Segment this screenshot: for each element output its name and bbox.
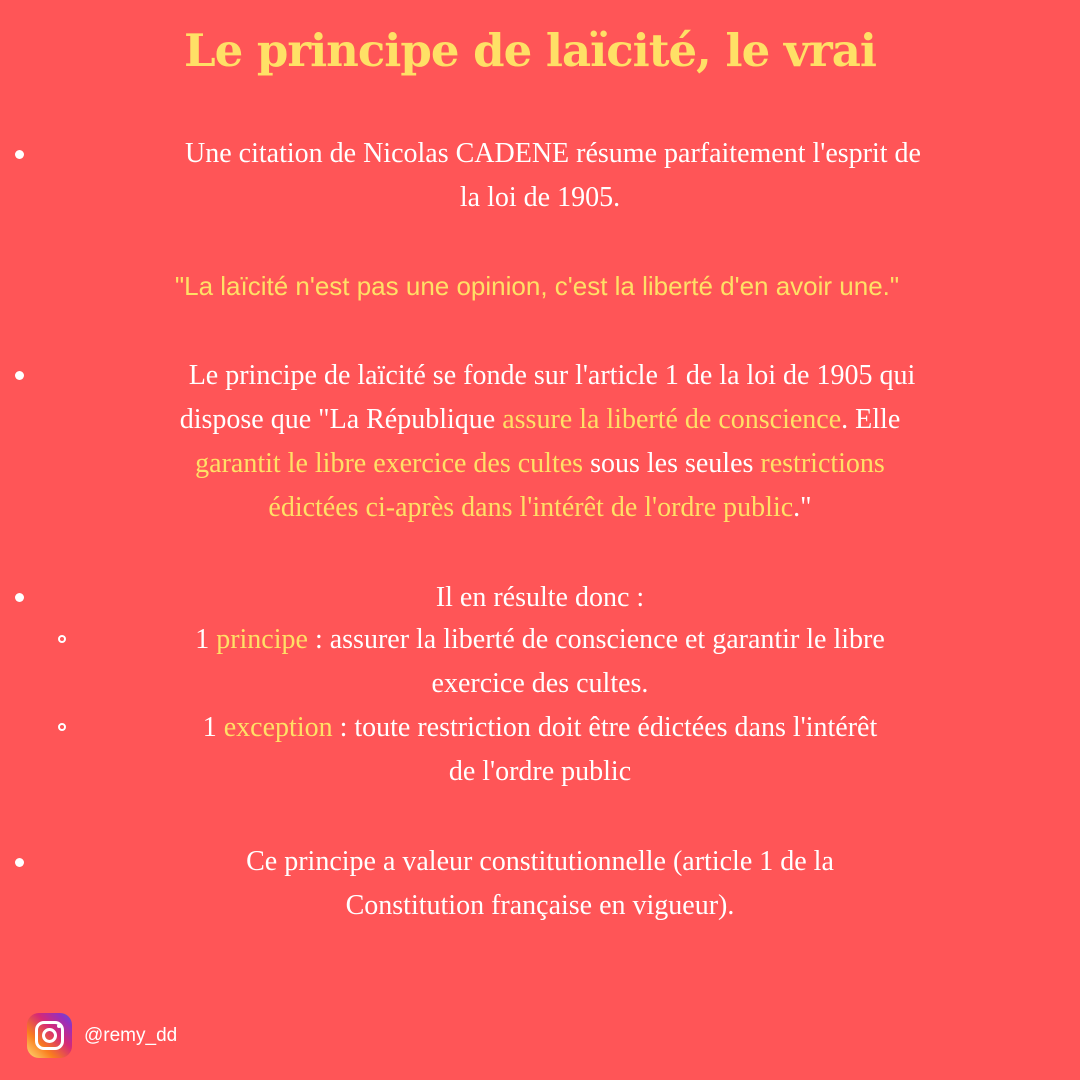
article-line-4 [0,488,1080,528]
article-line-1: Le principe de laïcité se fonde sur l'article 1 de la loi de 1905 qui [188,360,916,391]
instagram-handle[interactable]: @remy_dd [84,1024,178,1046]
principle-text: : assurer la liberté de conscience et garantir le libre [307,624,885,655]
exception-line-1 [0,708,1080,748]
exception-count: 1 [202,712,224,743]
constitution-line-2: Constitution française en vigueur). [345,890,735,921]
highlight-libre-exercice: garantit le libre exercice des cultes [195,448,584,479]
article-line-3 [0,444,1080,484]
exception-text: : toute restriction doit être édictées dans l'intérêt [332,712,878,743]
result-heading: Il en résulte donc : [435,582,645,613]
principle-line-1 [0,620,1080,660]
exception-line-2: de l'ordre public [448,756,632,787]
cadene-quote: "La laïcité n'est pas une opinion, c'est la liberté d'en avoir une." [174,271,900,301]
highlight-restrictions: restrictions [760,448,885,479]
article-text: ." [793,492,812,523]
constitution-line-1: Ce principe a valeur constitutionnelle (article 1 de la [246,846,834,877]
page-title: Le principe de laïcité, le vrai [183,24,877,77]
principle-keyword: principe [216,624,308,655]
article-line-2 [0,400,1080,440]
article-text: . Elle [841,404,901,435]
instagram-icon[interactable] [27,1013,72,1058]
article-text: sous les seules [583,448,761,479]
principle-count: 1 [195,624,217,655]
intro-line-1: Une citation de Nicolas CADENE résume parfaitement l'esprit de [185,138,921,169]
highlight-liberte-conscience: assure la liberté de conscience [502,404,842,435]
footer [27,1013,177,1058]
exception-keyword: exception [223,712,333,743]
article-text: dispose que "La République [179,404,503,435]
intro-line-2: la loi de 1905. [459,182,621,213]
principle-line-2: exercice des cultes. [431,668,649,699]
highlight-ordre-public: édictées ci-après dans l'intérêt de l'ordre public [268,492,794,523]
